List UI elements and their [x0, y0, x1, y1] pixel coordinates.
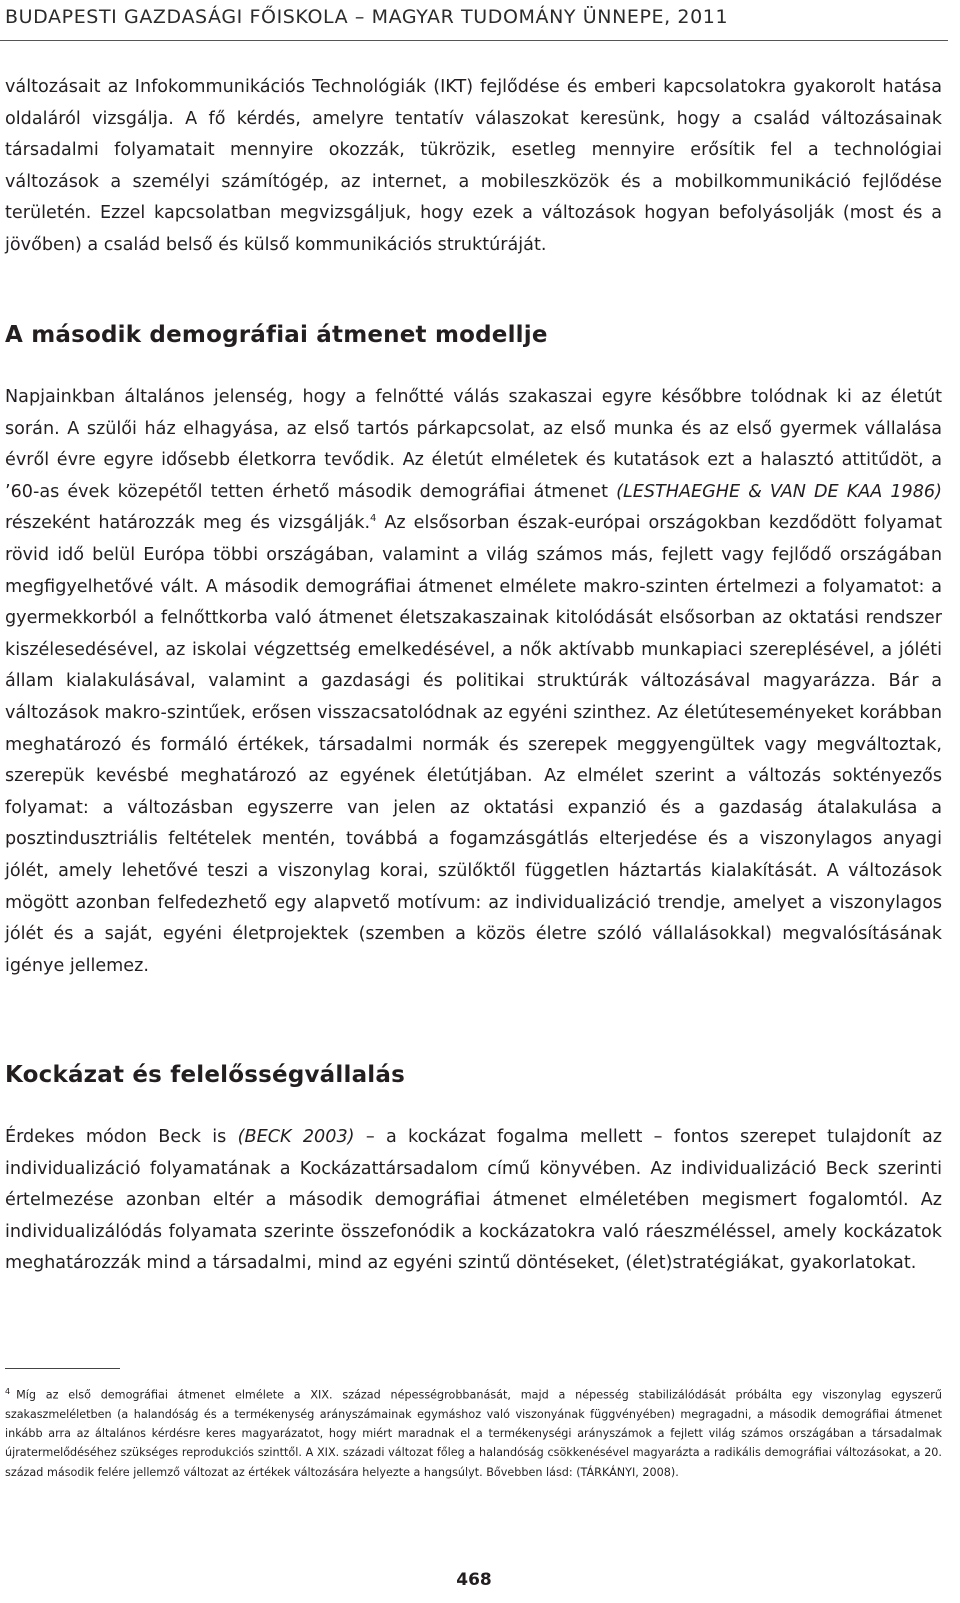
section2-paragraph [5, 1122, 942, 1280]
section1-text-part2: részeként határozzák meg és vizsgálják. [5, 513, 371, 534]
footnote-rule [5, 1368, 120, 1369]
section1-text-part1: Napjainkban általános jelenség, hogy a felnőtté válás szakaszai egyre későbbre tolódnak ki az életút során. A szülői ház elhagyása, az első tartós párkapcsolat, az első munka és az első gyermek vállalása évről évre egyre idősebb életkorra tevődik. Az életút elméletek és kutatások ezt a halasztó attitűdöt, a ’60-as évek közepétől tetten érhető második demográfiai átmenet [5, 387, 942, 502]
footnote [5, 1382, 942, 1482]
page-number: 468 [456, 1570, 492, 1590]
citation-lesthaeghe: (LESTHAEGHE & VAN DE KAA 1986) [616, 481, 942, 502]
section2-text [5, 1122, 942, 1280]
footnote-reference[interactable]: 4 [370, 513, 377, 525]
section2-text-part1: Érdekes módon Beck is [5, 1127, 238, 1147]
section1-paragraph [5, 382, 942, 982]
intro-paragraph [5, 72, 942, 262]
running-header: BUDAPESTI GAZDASÁGI FŐISKOLA – MAGYAR TUDOMÁNY ÜNNEPE, 2011 [5, 6, 729, 28]
intro-text: változásait az Infokommunikációs Technológiák (IKT) fejlődése és emberi kapcsolatokra gyakorolt hatása oldaláról vizsgálja. A fő kérdés, amelyre tentatív válaszokat keresünk, hogy a család változásainak társadalmi folyamatait mennyire okozzák, tükrözik, esetleg mennyire erősítik fel a technológiai változások a személyi számítógép, az internet, a mobileszközök és a mobilkommunikáció fejlődése területén. Ezzel kapcsolatban megvizsgáljuk, hogy ezek a változások hogyan befolyásolják (most és a jövőben) a család belső és külső kommunikációs struktúráját. [5, 77, 942, 255]
section1-text [5, 382, 942, 982]
section-heading-risk: Kockázat és felelősségvállalás [5, 1062, 405, 1088]
citation-beck: (BECK 2003) [237, 1127, 355, 1147]
section1-text-part3: Az elsősorban észak-európai országokban kezdődött folyamat rövid idő belül Európa többi országában, valamint a világ számos más, fejlett vagy fejlődő országában megfigyelhetővé vált. A második demográfiai átmenet elmélete makro-szinten értelmezi a folyamatot: a gyermekkorból a felnőttkorba való átmenet életszakaszainak kitolódását elsősorban az oktatási rendszer kiszélesedésével, az iskolai végzettség emelkedésével, a nők aktívabb munkapiaci szereplésével, a jóléti állam kialakulásával, valamint a gazdasági és politikai struktúrák változásával magyarázza. Bár a változások makro-szintűek, erősen visszacsatolódnak az egyéni szinthez. Az életúteseményeket korábban meghatározó és formáló értékek, társadalmi normák és szerepek meggyengültek vagy megváltoztak, szerepük kevésbé meghatározó az egyének életútjában. Az elmélet szerint a változás soktényezős folyamat: a változásban egyszerre van jelen az oktatási expanzió és a gazdaság átalakulása a posztindusztriális feltételek mentén, továbbá a fogamzásgátlás elterjedése és a viszonylagos anyagi jólét, amely lehetővé teszi a viszonylag korai, szülőktől független háztartás kialakítását. A változások mögött azonban felfedezhető egy alapvető motívum: az individualizáció trendje, amelyet a viszonylagos jólét és a saját, egyéni életprojektek (szemben a közös életre szóló vállalásokkal) megvalósításának igénye jellemez. [5, 513, 942, 976]
footnote-mark: 4 [5, 1387, 11, 1396]
header-rule [0, 40, 948, 41]
section2-text-part2: – a kockázat fogalma mellett – fontos szerepet tulajdonít az individualizáció folyamatának a Kockázattársadalom című könyvében. Az individualizáció Beck szerinti értelmezése azonban eltér a második demográfiai átmenet elméletében megismert fogalomtól. Az individualizálódás folyamata szerinte összefonódik a kockázatokra való ráeszméléssel, amely kockázatok meghatározzák mind a társadalmi, mind az egyéni szintű döntéseket, (élet)stratégiákat, gyakorlatokat. [5, 1127, 942, 1274]
footnote-text: Míg az első demográfiai átmenet elmélete a XIX. század népességrobbanását, majd a népesség stabilizálódását próbálta egy viszonylag egyszerű szakaszmeléletben (a halandóság és a termékenység arányszámainak egymáshoz való viszonyának függvényében) megragadni, a második demográfiai átmenet inkább arra az általános kérdésre keres magyarázatot, hogy miért maradnak el a termékenységi arányszámok a fejlett világ számos országában a társadalmak újratermelődéséhez szükséges reprodukciós szinttől. A XIX. századi változat főleg a halandóság csökkenésével magyarázta a radikális demográfiai változásokat, a 20. század második felére jellemző változat az értékek változására helyezte a hangsúlyt. Bővebben lásd: (TÁRKÁNYI, 2008). [5, 1388, 942, 1479]
section-heading-demographic-transition: A második demográfiai átmenet modellje [5, 322, 548, 348]
